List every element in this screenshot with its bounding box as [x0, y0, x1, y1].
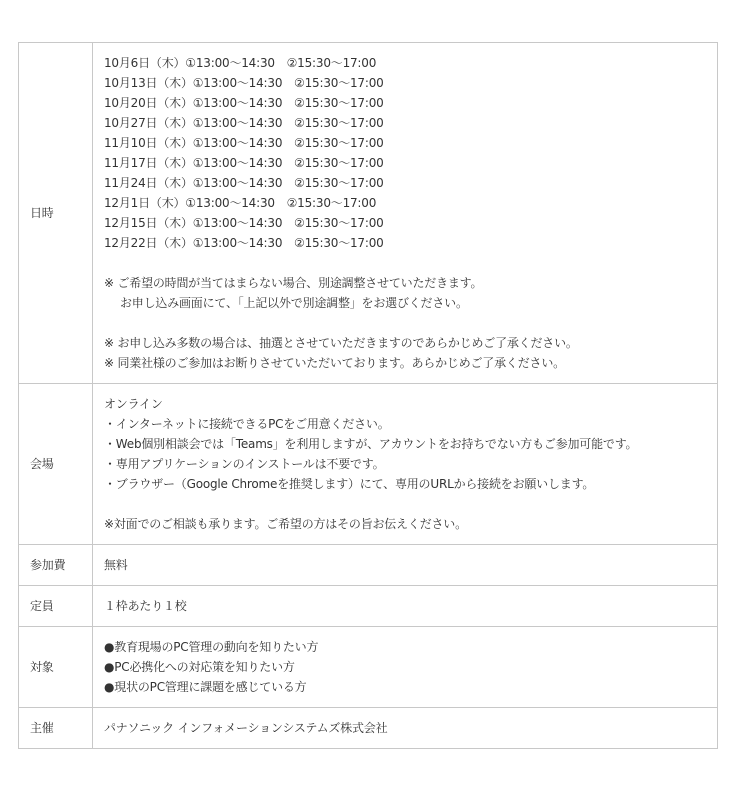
schedule-note-continued: お申し込み画面にて、「上記以外で別途調整」をお選びください。 [120, 296, 468, 310]
row-fee [19, 545, 718, 586]
venue-note: ※対面でのご相談も承ります。ご希望の方はその旨お伝えください。 [104, 517, 467, 531]
row-label-organizer: 主催 [19, 708, 93, 749]
spacer [104, 494, 711, 514]
schedule-line: 11月24日（木）①13:00～14:30 ②15:30～17:00 [104, 176, 384, 190]
target-line: ●PC必携化への対応策を知りたい方 [104, 660, 295, 674]
schedule-note: ※ ご希望の時間が当てはまらない場合、別途調整させていただきます。 [104, 276, 483, 290]
capacity-value: １枠あたり１校 [104, 599, 187, 613]
schedule-line: 11月10日（木）①13:00～14:30 ②15:30～17:00 [104, 136, 384, 150]
row-venue [19, 384, 718, 545]
target-line: ●現状のPC管理に課題を感じている方 [104, 680, 307, 694]
competitor-note: ※ 同業社様のご参加はお断りさせていただいております。あらかじめご了承ください。 [104, 356, 565, 370]
row-value-fee [93, 545, 718, 586]
venue-line: オンライン [104, 397, 163, 411]
venue-line: ・専用アプリケーションのインストールは不要です。 [104, 457, 385, 471]
target-line: ●教育現場のPC管理の動向を知りたい方 [104, 640, 319, 654]
row-target [19, 627, 718, 708]
event-info-table [18, 42, 718, 749]
schedule-line: 12月1日（木）①13:00～14:30 ②15:30～17:00 [104, 196, 377, 210]
schedule-line: 10月13日（木）①13:00～14:30 ②15:30～17:00 [104, 76, 384, 90]
row-label-datetime: 日時 [19, 43, 93, 384]
schedule-line: 10月6日（木）①13:00～14:30 ②15:30～17:00 [104, 56, 377, 70]
spacer [104, 313, 711, 333]
venue-line: ・Web個別相談会では「Teams」を利用しますが、アカウントをお持ちでない方もご参加可能です。 [104, 437, 638, 451]
row-label-venue: 会場 [19, 384, 93, 545]
schedule-line: 11月17日（木）①13:00～14:30 ②15:30～17:00 [104, 156, 384, 170]
row-value-capacity [93, 586, 718, 627]
lottery-note: ※ お申し込み多数の場合は、抽選とさせていただきますのであらかじめご了承ください。 [104, 336, 578, 350]
venue-line: ・ブラウザー（Google Chromeを推奨します）にて、専用のURLから接続をお願いします。 [104, 477, 595, 491]
row-organizer [19, 708, 718, 749]
row-label-fee: 参加費 [19, 545, 93, 586]
row-value-target [93, 627, 718, 708]
schedule-line: 12月22日（木）①13:00～14:30 ②15:30～17:00 [104, 236, 384, 250]
organizer-value: パナソニック インフォメーションシステムズ株式会社 [104, 721, 388, 735]
schedule-line: 10月27日（木）①13:00～14:30 ②15:30～17:00 [104, 116, 384, 130]
spacer [104, 253, 711, 273]
schedule-line: 12月15日（木）①13:00～14:30 ②15:30～17:00 [104, 216, 384, 230]
row-value-organizer [93, 708, 718, 749]
row-value-venue [93, 384, 718, 545]
row-datetime [19, 43, 718, 384]
row-capacity [19, 586, 718, 627]
fee-value: 無料 [104, 558, 128, 572]
row-value-datetime [93, 43, 718, 384]
schedule-line: 10月20日（木）①13:00～14:30 ②15:30～17:00 [104, 96, 384, 110]
row-label-target: 対象 [19, 627, 93, 708]
venue-line: ・インターネットに接続できるPCをご用意ください。 [104, 417, 390, 431]
row-label-capacity: 定員 [19, 586, 93, 627]
